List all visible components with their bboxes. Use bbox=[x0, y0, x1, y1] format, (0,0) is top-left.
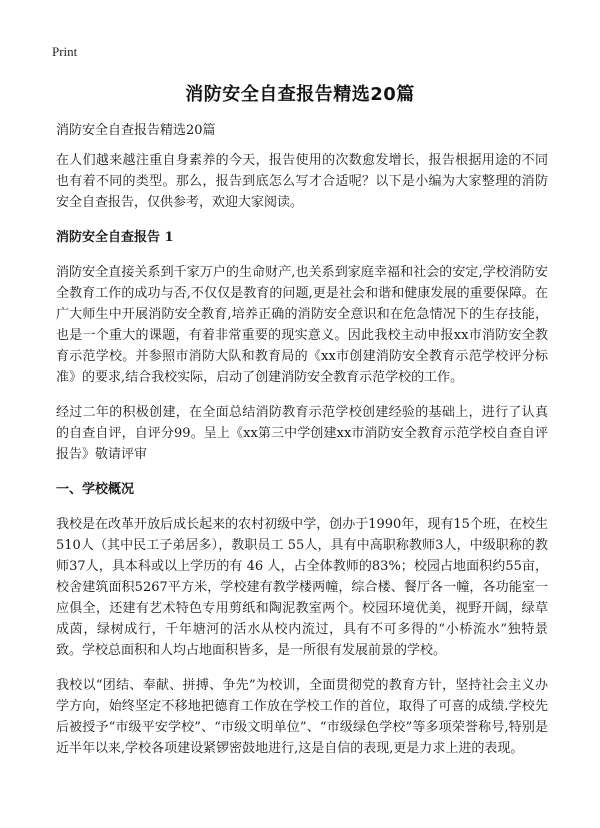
document-subtitle: 消防安全自查报告精选20篇 bbox=[56, 123, 216, 138]
print-link[interactable]: Print bbox=[52, 44, 78, 59]
section-heading-report-1: 消防安全自查报告 1 bbox=[56, 230, 174, 245]
paragraph-fire-safety-importance: 消防安全直接关系到千家万户的生命财产,也关系到家庭幸福和社会的安定,学校消防安全教育工作的成功与否,不仅仅是教育的问题,更是社会和谐和健康发展的重要保障。在广大师生中开展消防安全教育,培养正确的消防安全意识和在危急情况下的生存技能，也是一个重大的课题，有着非常重要的现实意义。因此我校主动申报xx市消防安全教育示范学校。并参照市消防大队和教育局的《xx市创建消防安全教育示范学校评分标准》的要求,结合我校实际，启动了创建消防安全教育示范学校的工作。 bbox=[56, 265, 548, 385]
paragraph-school-motto: 我校以“团结、奉献、拼搏、争先”为校训，全面贯彻党的教育方针，坚持社会主义办学方向，始终坚定不移地把德育工作放在学校工作的首位，取得了可喜的成绩.学校先后被授予“市级平安学校”、“市级文明单位”、“市级绿色学校”等多项荣誉称号,特别是近半年以来,学校各项建设紧锣密鼓地进行,这是自信的表现,更是力求上进的表现。 bbox=[56, 678, 548, 756]
document-body bbox=[56, 120, 548, 773]
intro-paragraph: 在人们越来越注重自身素养的今天，报告使用的次数愈发增长，报告根据用途的不同也有着不同的类型。那么，报告到底怎么写才合适呢？以下是小编为大家整理的消防安全自查报告，仅供参考，欢迎大家阅读。 bbox=[56, 153, 548, 210]
page-title: 消防安全自查报告精选20篇 bbox=[185, 84, 415, 105]
paragraph-school-profile: 我校是在改革开放后成长起来的农村初级中学，创办于1990年，现有15个班，在校生510人（其中民工子弟居多），教职员工 55人，具有中高职称教师3人，中级职称的教师37人，具本科或以上学历的有 46 人，占全体教师的83%；校园占地面积约55亩，校舍建筑面积5267平方米，学校建有教学楼两幢，综合楼、餐厅各一幢，各功能室一应俱全，还建有艺术特色专用剪纸和陶泥教室两个。校园环境优美，视野开阔，绿草成茵，绿树成行，千年塘河的活水从校内流过，具有不可多得的“小桥流水”独特景致。学校总面积和人均占地面积皆多，是一所很有发展前景的学校。 bbox=[56, 517, 548, 658]
paragraph-self-evaluation: 经过二年的积极创建，在全面总结消防教育示范学校创建经验的基础上，进行了认真的自查自评，自评分99。呈上《xx第三中学创建xx市消防安全教育示范学校自查自评报告》敬请评审 bbox=[56, 405, 548, 462]
section-heading-school-overview: 一、学校概况 bbox=[56, 482, 135, 497]
